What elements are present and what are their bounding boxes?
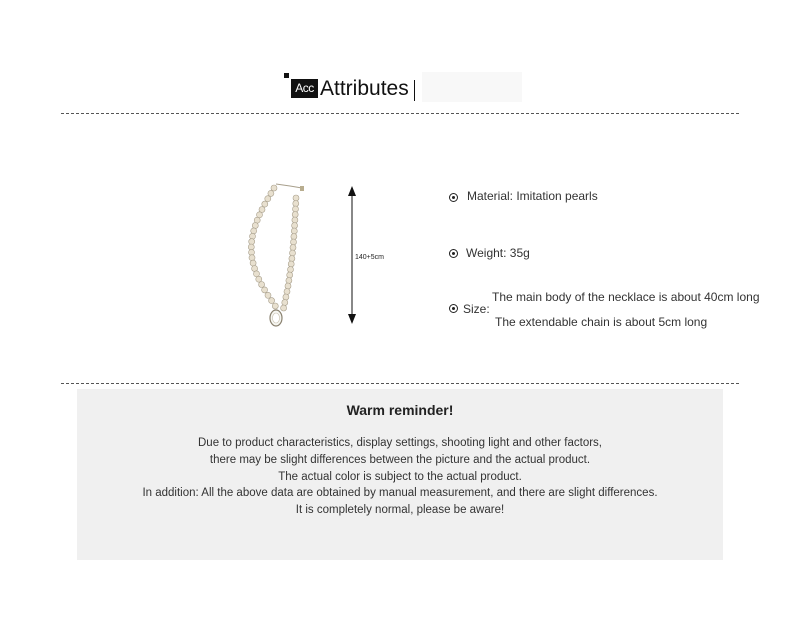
pearl-bead [292,212,298,218]
pearl-bead [262,287,268,293]
reminder-line: The actual color is subject to the actual product. [278,470,522,483]
reminder-box [77,389,723,560]
pearl-bead [293,206,299,212]
pearl-bead [249,255,255,261]
pearl-bead [288,267,294,273]
pearl-bead [293,201,299,207]
reminder-line: Due to product characteristics, display settings, shooting light and other factors, [198,437,602,449]
text-cursor [414,80,415,101]
header-badge: Acc [291,79,318,98]
size-line-1: The main body of the necklace is about 40cm long [492,290,760,304]
pearl-bead [293,195,299,201]
pearl-bead [248,244,254,250]
pearl-bead [252,223,258,229]
reminder-title: Warm reminder! [346,402,454,418]
pearl-bead [291,228,297,234]
header-ghost-area [422,72,522,102]
reminder-line: there may be slight differences between the picture and the actual product. [209,453,591,466]
pearl-bead [249,239,255,245]
header-dot [284,73,289,78]
pearl-bead [250,260,256,266]
divider-top [61,113,739,114]
pearl-bead [265,196,271,202]
divider-bottom [61,383,739,384]
pearl-bead [265,292,271,298]
pearl-bead [290,245,296,251]
bullet-icon [449,193,458,202]
pearl-bead [288,261,294,267]
weight-text: Weight: 35g [466,246,530,260]
pearl-bead [262,201,268,207]
pearl-bead [251,228,257,234]
pearl-bead [257,212,263,218]
dimension-label: 140+5cm [355,254,384,261]
pendant [270,310,282,326]
bullet-icon [449,249,458,258]
pearl-bead [268,190,274,196]
necklace-image [230,180,330,340]
pearl-bead [291,234,297,240]
size-label: Size: [463,302,490,316]
pearl-bead [292,217,298,223]
pearl-bead [269,298,275,304]
pearl-bead [283,294,289,300]
pearl-bead [289,256,295,262]
pearl-bead [290,250,296,256]
pearl-bead [291,239,297,245]
pearl-bead [281,305,287,311]
reminder-line: It is completely normal, please be aware! [295,504,505,517]
pearl-bead [271,185,277,191]
material-text: Material: Imitation pearls [467,189,598,203]
pearl-bead [292,223,298,229]
pearl-bead [272,303,278,309]
size-line-2: The extendable chain is about 5cm long [495,315,708,329]
bullet-icon [449,304,458,313]
page-title: Attributes [320,77,409,100]
pearl-bead [254,271,260,277]
pearl-bead [282,300,288,306]
reminder-body [77,435,723,519]
pearl-bead [286,278,292,284]
pearl-bead [259,282,265,288]
pearl-bead [285,283,291,289]
pearl-bead [287,272,293,278]
reminder-line: In addition: All the above data are obtained by manual measurement, and there are slight differences. [142,487,658,500]
pearl-bead [284,289,290,295]
